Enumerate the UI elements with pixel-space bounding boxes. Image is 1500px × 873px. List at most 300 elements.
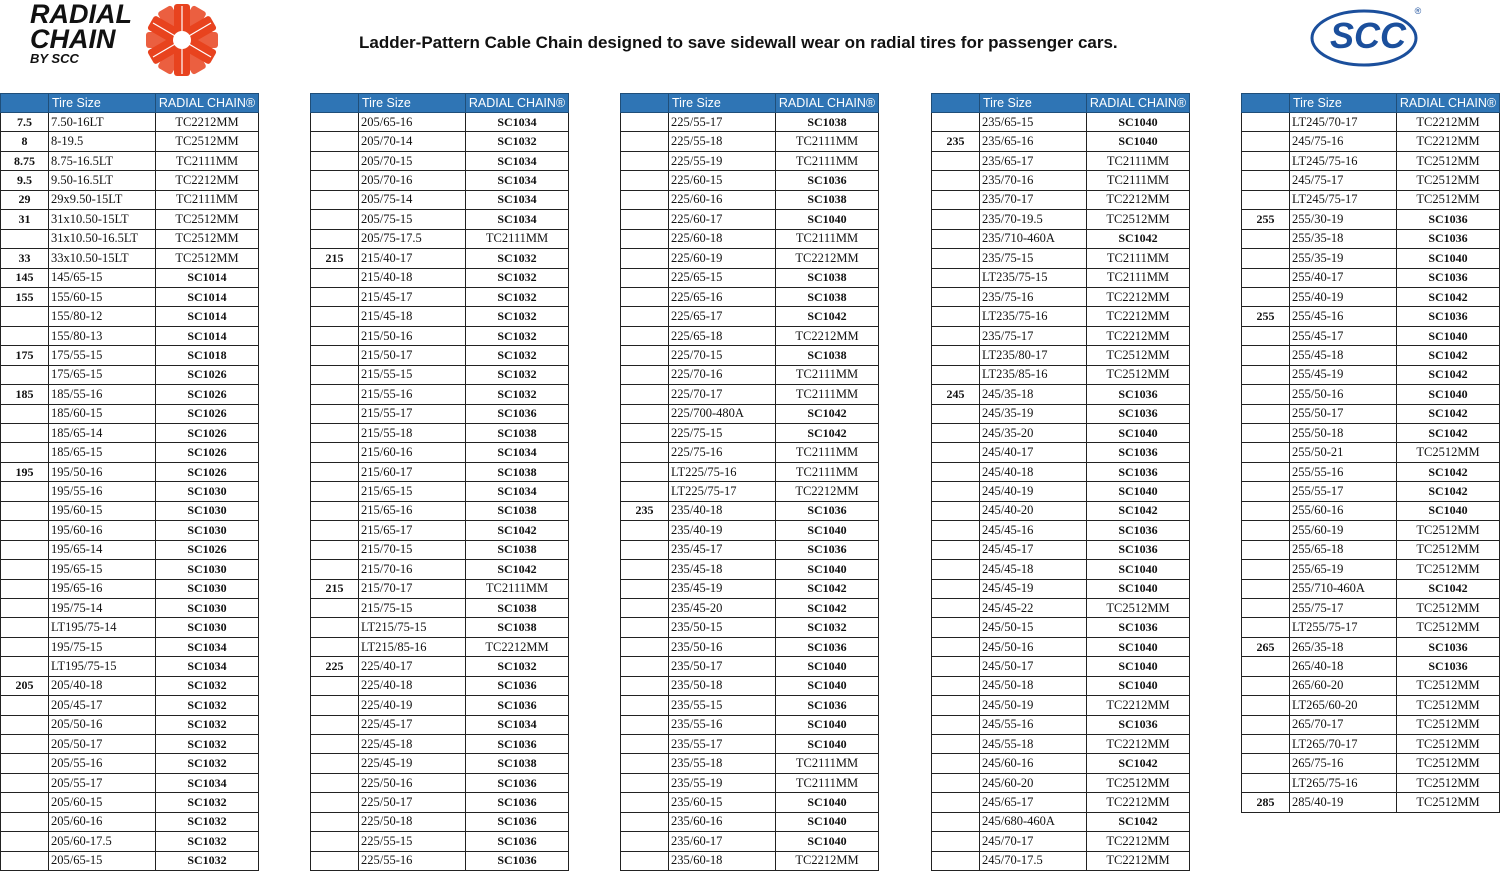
width-group-cell — [311, 132, 359, 151]
width-group-cell — [621, 249, 669, 268]
table-row — [1, 365, 259, 384]
table-row — [1242, 210, 1500, 229]
tire-size-cell: 235/50-16 — [669, 637, 776, 656]
chain-model-cell: SC1038 — [776, 287, 879, 306]
width-group-cell: 195 — [1, 462, 49, 481]
width-group-cell: 8.75 — [1, 151, 49, 170]
tire-size-cell: 265/40-18 — [1290, 657, 1397, 676]
chain-model-cell: SC1040 — [776, 715, 879, 734]
tire-size-cell: 225/40-19 — [359, 696, 466, 715]
table-row — [932, 326, 1190, 345]
width-group-cell — [1, 540, 49, 559]
tire-size-cell: 255/50-18 — [1290, 424, 1397, 443]
width-group-cell — [621, 132, 669, 151]
chain-model-cell: TC2212MM — [156, 113, 259, 132]
chain-model-cell: SC1042 — [1397, 579, 1500, 598]
table-row — [1242, 249, 1500, 268]
width-group-cell — [1, 812, 49, 831]
width-group-cell — [621, 735, 669, 754]
chain-model-cell: SC1036 — [1397, 229, 1500, 248]
width-group-cell — [311, 812, 359, 831]
tire-size-cell: 245/40-18 — [980, 462, 1087, 481]
table-row — [1, 812, 259, 831]
chain-model-cell: TC2512MM — [1397, 171, 1500, 190]
width-group-cell — [311, 560, 359, 579]
tire-size-cell: 245/45-17 — [980, 540, 1087, 559]
tire-size-cell: 235/40-18 — [669, 501, 776, 520]
table-row — [311, 443, 569, 462]
tire-size-cell: 33x10.50-15LT — [49, 249, 156, 268]
width-group-cell: 255 — [1242, 210, 1290, 229]
chain-model-cell: SC1040 — [1397, 326, 1500, 345]
table-row — [932, 851, 1190, 870]
chain-model-cell: TC2212MM — [156, 171, 259, 190]
chain-model-cell: SC1042 — [1087, 754, 1190, 773]
tire-size-cell: 235/710-460A — [980, 229, 1087, 248]
width-group-cell — [1242, 385, 1290, 404]
table-row — [1242, 501, 1500, 520]
tire-size-cell: 235/65-15 — [980, 113, 1087, 132]
width-group-cell — [1, 696, 49, 715]
tire-table-column-5 — [1241, 93, 1500, 813]
table-row — [932, 346, 1190, 365]
chain-model-cell: SC1042 — [776, 404, 879, 423]
table-row — [1242, 326, 1500, 345]
width-group-cell — [932, 579, 980, 598]
table-row — [311, 754, 569, 773]
width-group-cell — [311, 443, 359, 462]
tire-size-cell: 265/60-20 — [1290, 676, 1397, 695]
chain-model-cell: SC1042 — [776, 424, 879, 443]
table-row — [621, 832, 879, 851]
table-row — [621, 754, 879, 773]
chain-model-cell: TC2212MM — [1087, 832, 1190, 851]
tire-size-cell: 245/680-460A — [980, 812, 1087, 831]
tire-size-cell: 205/55-16 — [49, 754, 156, 773]
table-row — [932, 501, 1190, 520]
chain-model-cell: SC1032 — [156, 676, 259, 695]
table-row — [621, 151, 879, 170]
chain-model-cell: SC1032 — [466, 287, 569, 306]
tire-size-cell: LT265/60-20 — [1290, 696, 1397, 715]
chain-model-cell: SC1026 — [156, 404, 259, 423]
width-group-cell — [621, 754, 669, 773]
width-group-cell — [1242, 171, 1290, 190]
chain-model-cell: SC1026 — [156, 424, 259, 443]
width-group-cell — [932, 754, 980, 773]
chain-model-cell: SC1036 — [1397, 210, 1500, 229]
chain-model-cell: SC1038 — [776, 113, 879, 132]
table-row — [932, 560, 1190, 579]
table-row — [621, 715, 879, 734]
chain-model-cell: TC2111MM — [1087, 249, 1190, 268]
table-row — [932, 307, 1190, 326]
tire-size-cell: 245/35-20 — [980, 424, 1087, 443]
chain-model-cell: SC1032 — [466, 346, 569, 365]
tire-size-cell: LT225/75-16 — [669, 462, 776, 481]
chain-model-cell: SC1040 — [1397, 249, 1500, 268]
tire-size-cell: LT255/75-17 — [1290, 618, 1397, 637]
width-group-cell — [932, 521, 980, 540]
tire-size-cell: 235/75-16 — [980, 287, 1087, 306]
chain-model-cell: SC1026 — [156, 540, 259, 559]
width-group-cell — [1, 832, 49, 851]
table-row — [1, 210, 259, 229]
width-group-cell — [621, 151, 669, 170]
table-row — [932, 229, 1190, 248]
tire-size-cell: 255/60-19 — [1290, 521, 1397, 540]
table-row — [932, 482, 1190, 501]
tire-size-cell: 225/75-15 — [669, 424, 776, 443]
chain-model-cell: SC1040 — [1397, 501, 1500, 520]
tire-size-cell: 225/45-18 — [359, 735, 466, 754]
width-group-cell — [621, 326, 669, 345]
width-group-cell — [932, 696, 980, 715]
chain-model-cell: SC1032 — [466, 385, 569, 404]
tire-size-cell: 195/65-15 — [49, 560, 156, 579]
header-width-group — [1, 94, 49, 113]
chain-model-cell: TC2512MM — [156, 132, 259, 151]
width-group-cell — [1, 482, 49, 501]
width-group-cell — [311, 482, 359, 501]
chain-model-cell: SC1034 — [466, 715, 569, 734]
chain-model-cell: SC1026 — [156, 365, 259, 384]
chain-model-cell: TC2212MM — [1087, 696, 1190, 715]
chain-model-cell: SC1042 — [1397, 287, 1500, 306]
chain-model-cell: SC1036 — [1397, 657, 1500, 676]
table-row — [1, 151, 259, 170]
table-row — [1, 754, 259, 773]
width-group-cell — [932, 404, 980, 423]
width-group-cell — [932, 501, 980, 520]
table-row — [932, 773, 1190, 792]
width-group-cell — [932, 618, 980, 637]
tire-size-cell: 225/55-19 — [669, 151, 776, 170]
table-row — [621, 618, 879, 637]
tire-size-cell: 235/45-18 — [669, 560, 776, 579]
width-group-cell — [621, 657, 669, 676]
table-row — [1, 618, 259, 637]
width-group-cell — [1, 579, 49, 598]
chain-model-cell: TC2212MM — [776, 851, 879, 870]
radial-chain-logo — [30, 2, 230, 78]
table-row — [932, 715, 1190, 734]
table-row — [621, 287, 879, 306]
width-group-cell: 255 — [1242, 307, 1290, 326]
chain-model-cell: SC1026 — [156, 443, 259, 462]
width-group-cell — [932, 540, 980, 559]
chain-model-cell: TC2512MM — [156, 210, 259, 229]
header-radial-chain: RADIAL CHAIN® — [1087, 94, 1190, 113]
chain-model-cell: TC2512MM — [1397, 793, 1500, 812]
table-row — [1, 287, 259, 306]
chain-model-cell: SC1038 — [466, 618, 569, 637]
chain-model-cell: TC2512MM — [1087, 598, 1190, 617]
chain-model-cell: TC2111MM — [776, 132, 879, 151]
table-row — [621, 113, 879, 132]
table-row — [932, 540, 1190, 559]
tire-size-cell: 225/70-15 — [669, 346, 776, 365]
table-row — [311, 715, 569, 734]
table-row — [1242, 560, 1500, 579]
width-group-cell — [1242, 696, 1290, 715]
width-group-cell — [932, 443, 980, 462]
tire-size-cell: 255/40-17 — [1290, 268, 1397, 287]
chain-model-cell: TC2212MM — [1087, 307, 1190, 326]
chain-model-cell: TC2512MM — [1397, 521, 1500, 540]
chain-model-cell: TC2212MM — [1087, 326, 1190, 345]
width-group-cell — [1242, 676, 1290, 695]
table-row — [1, 735, 259, 754]
chain-model-cell: SC1032 — [156, 735, 259, 754]
width-group-cell — [311, 113, 359, 132]
width-group-cell — [1242, 424, 1290, 443]
width-group-cell — [1, 521, 49, 540]
width-group-cell — [311, 151, 359, 170]
scc-logo — [1308, 2, 1424, 68]
width-group-cell — [621, 812, 669, 831]
chain-model-cell: SC1042 — [1087, 812, 1190, 831]
table-row — [932, 637, 1190, 656]
tire-size-cell: 215/65-16 — [359, 501, 466, 520]
width-group-cell: 29 — [1, 190, 49, 209]
tire-size-cell: 225/55-16 — [359, 851, 466, 870]
table-row — [621, 521, 879, 540]
width-group-cell — [932, 365, 980, 384]
chain-model-cell: SC1034 — [466, 171, 569, 190]
chain-model-cell: TC2512MM — [1397, 618, 1500, 637]
chain-model-cell: SC1034 — [466, 443, 569, 462]
width-group-cell — [932, 287, 980, 306]
table-row — [311, 307, 569, 326]
tire-size-cell: 215/60-16 — [359, 443, 466, 462]
chain-model-cell: SC1042 — [776, 598, 879, 617]
table-row — [311, 268, 569, 287]
tire-size-cell: 255/65-19 — [1290, 560, 1397, 579]
chain-model-cell: SC1036 — [1087, 385, 1190, 404]
chain-model-cell: SC1032 — [466, 307, 569, 326]
tire-size-cell: 215/50-16 — [359, 326, 466, 345]
width-group-cell — [311, 385, 359, 404]
width-group-cell — [1, 404, 49, 423]
header-radial-chain: RADIAL CHAIN® — [1397, 94, 1500, 113]
table-row — [1, 424, 259, 443]
tire-size-cell: 255/50-17 — [1290, 404, 1397, 423]
chain-model-cell: SC1040 — [1087, 424, 1190, 443]
tire-size-cell: 245/75-17 — [1290, 171, 1397, 190]
tire-size-cell: 205/75-14 — [359, 190, 466, 209]
width-group-cell — [311, 793, 359, 812]
width-group-cell — [621, 773, 669, 792]
width-group-cell — [932, 210, 980, 229]
width-group-cell — [621, 385, 669, 404]
chain-model-cell: TC2212MM — [1087, 851, 1190, 870]
table-row — [1, 385, 259, 404]
chain-model-cell: TC2512MM — [156, 249, 259, 268]
table-row — [1, 501, 259, 520]
width-group-cell — [621, 715, 669, 734]
table-row — [1, 851, 259, 870]
table-row — [1242, 579, 1500, 598]
chain-model-cell: SC1032 — [776, 618, 879, 637]
chain-model-cell: TC2111MM — [776, 365, 879, 384]
width-group-cell — [932, 676, 980, 695]
table-row — [311, 210, 569, 229]
table-row — [1242, 754, 1500, 773]
table-row — [311, 598, 569, 617]
width-group-cell — [1, 229, 49, 248]
width-group-cell — [311, 540, 359, 559]
table-row — [1242, 424, 1500, 443]
table-row — [311, 326, 569, 345]
chain-model-cell: SC1038 — [466, 540, 569, 559]
table-row — [621, 268, 879, 287]
table-row — [932, 210, 1190, 229]
table-row — [621, 443, 879, 462]
chain-model-cell: TC2111MM — [776, 151, 879, 170]
width-group-cell — [1242, 287, 1290, 306]
table-row — [1, 132, 259, 151]
tire-size-cell: 205/60-15 — [49, 793, 156, 812]
width-group-cell — [1, 715, 49, 734]
width-group-cell — [1242, 598, 1290, 617]
tire-size-cell: 255/65-18 — [1290, 540, 1397, 559]
tire-size-cell: 205/60-16 — [49, 812, 156, 831]
table-row — [621, 735, 879, 754]
header-width-group — [932, 94, 980, 113]
width-group-cell — [311, 501, 359, 520]
chain-model-cell: TC2212MM — [1397, 132, 1500, 151]
table-row — [1, 307, 259, 326]
table-row — [1, 443, 259, 462]
chain-model-cell: SC1036 — [1397, 307, 1500, 326]
tire-size-cell: 235/60-18 — [669, 851, 776, 870]
chain-model-cell: SC1036 — [776, 501, 879, 520]
tire-size-cell: 215/70-17 — [359, 579, 466, 598]
tire-size-cell: 285/40-19 — [1290, 793, 1397, 812]
page-headline: Ladder-Pattern Cable Chain designed to save sidewall wear on radial tires for passenger cars. — [359, 33, 1118, 52]
width-group-cell — [932, 113, 980, 132]
header-tire-size: Tire Size — [980, 94, 1087, 113]
table-row — [1242, 676, 1500, 695]
table-row — [1242, 462, 1500, 481]
chain-model-cell: SC1040 — [1087, 113, 1190, 132]
chain-model-cell: SC1040 — [776, 793, 879, 812]
table-row — [311, 249, 569, 268]
tire-size-cell: 215/55-18 — [359, 424, 466, 443]
tire-size-cell: 235/65-16 — [980, 132, 1087, 151]
width-group-cell: 205 — [1, 676, 49, 695]
width-group-cell — [311, 637, 359, 656]
width-group-cell — [932, 171, 980, 190]
tire-size-cell: 235/55-17 — [669, 735, 776, 754]
table-row — [932, 832, 1190, 851]
chain-model-cell: SC1042 — [776, 307, 879, 326]
table-row — [311, 404, 569, 423]
width-group-cell — [1, 657, 49, 676]
table-row — [1, 190, 259, 209]
tire-size-cell: 225/65-15 — [669, 268, 776, 287]
table-row — [932, 249, 1190, 268]
tire-size-cell: LT265/75-16 — [1290, 773, 1397, 792]
chain-model-cell: SC1036 — [1397, 637, 1500, 656]
chain-model-cell: TC2111MM — [776, 773, 879, 792]
table-row — [311, 812, 569, 831]
table-row — [1, 579, 259, 598]
table-row — [621, 210, 879, 229]
table-row — [932, 424, 1190, 443]
tire-size-cell: 215/45-17 — [359, 287, 466, 306]
table-row — [311, 793, 569, 812]
tire-size-cell: 255/40-19 — [1290, 287, 1397, 306]
table-row — [1242, 268, 1500, 287]
table-row — [1242, 598, 1500, 617]
width-group-cell — [621, 793, 669, 812]
chain-model-cell: SC1032 — [466, 326, 569, 345]
tire-size-cell: LT215/85-16 — [359, 637, 466, 656]
table-row — [1, 676, 259, 695]
width-group-cell: 7.5 — [1, 113, 49, 132]
width-group-cell — [932, 462, 980, 481]
width-group-cell — [621, 598, 669, 617]
tire-size-cell: 155/80-13 — [49, 326, 156, 345]
width-group-cell — [621, 462, 669, 481]
table-row — [932, 579, 1190, 598]
table-row — [1242, 735, 1500, 754]
width-group-cell — [1242, 540, 1290, 559]
width-group-cell — [621, 618, 669, 637]
table-row — [1242, 637, 1500, 656]
tire-size-cell: 245/45-16 — [980, 521, 1087, 540]
table-row — [1242, 618, 1500, 637]
tire-chain-table — [1241, 93, 1500, 813]
table-row — [1242, 365, 1500, 384]
tire-size-cell: 235/50-15 — [669, 618, 776, 637]
chain-model-cell: TC2111MM — [1087, 151, 1190, 170]
tire-size-cell: 245/55-18 — [980, 735, 1087, 754]
chain-model-cell: TC2512MM — [156, 229, 259, 248]
chain-model-cell: SC1042 — [466, 560, 569, 579]
tire-size-cell: 255/710-460A — [1290, 579, 1397, 598]
table-row — [311, 287, 569, 306]
width-group-cell — [1242, 346, 1290, 365]
width-group-cell — [311, 676, 359, 695]
table-header-row — [311, 94, 569, 113]
tire-size-cell: 225/40-17 — [359, 657, 466, 676]
table-row — [311, 482, 569, 501]
chain-model-cell: SC1030 — [156, 482, 259, 501]
width-group-cell — [1, 773, 49, 792]
width-group-cell — [1242, 249, 1290, 268]
chain-model-cell: SC1030 — [156, 618, 259, 637]
table-header-row — [1242, 94, 1500, 113]
table-row — [932, 657, 1190, 676]
tire-size-cell: 8.75-16.5LT — [49, 151, 156, 170]
width-group-cell — [311, 618, 359, 637]
header-width-group — [311, 94, 359, 113]
width-group-cell — [1, 735, 49, 754]
width-group-cell: 31 — [1, 210, 49, 229]
width-group-cell — [311, 715, 359, 734]
tire-size-cell: LT245/75-17 — [1290, 190, 1397, 209]
width-group-cell — [1242, 579, 1290, 598]
tire-size-cell: 205/50-16 — [49, 715, 156, 734]
chain-model-cell: SC1032 — [156, 812, 259, 831]
tire-size-cell: 215/55-17 — [359, 404, 466, 423]
width-group-cell: 145 — [1, 268, 49, 287]
width-group-cell — [621, 676, 669, 695]
table-row — [621, 326, 879, 345]
